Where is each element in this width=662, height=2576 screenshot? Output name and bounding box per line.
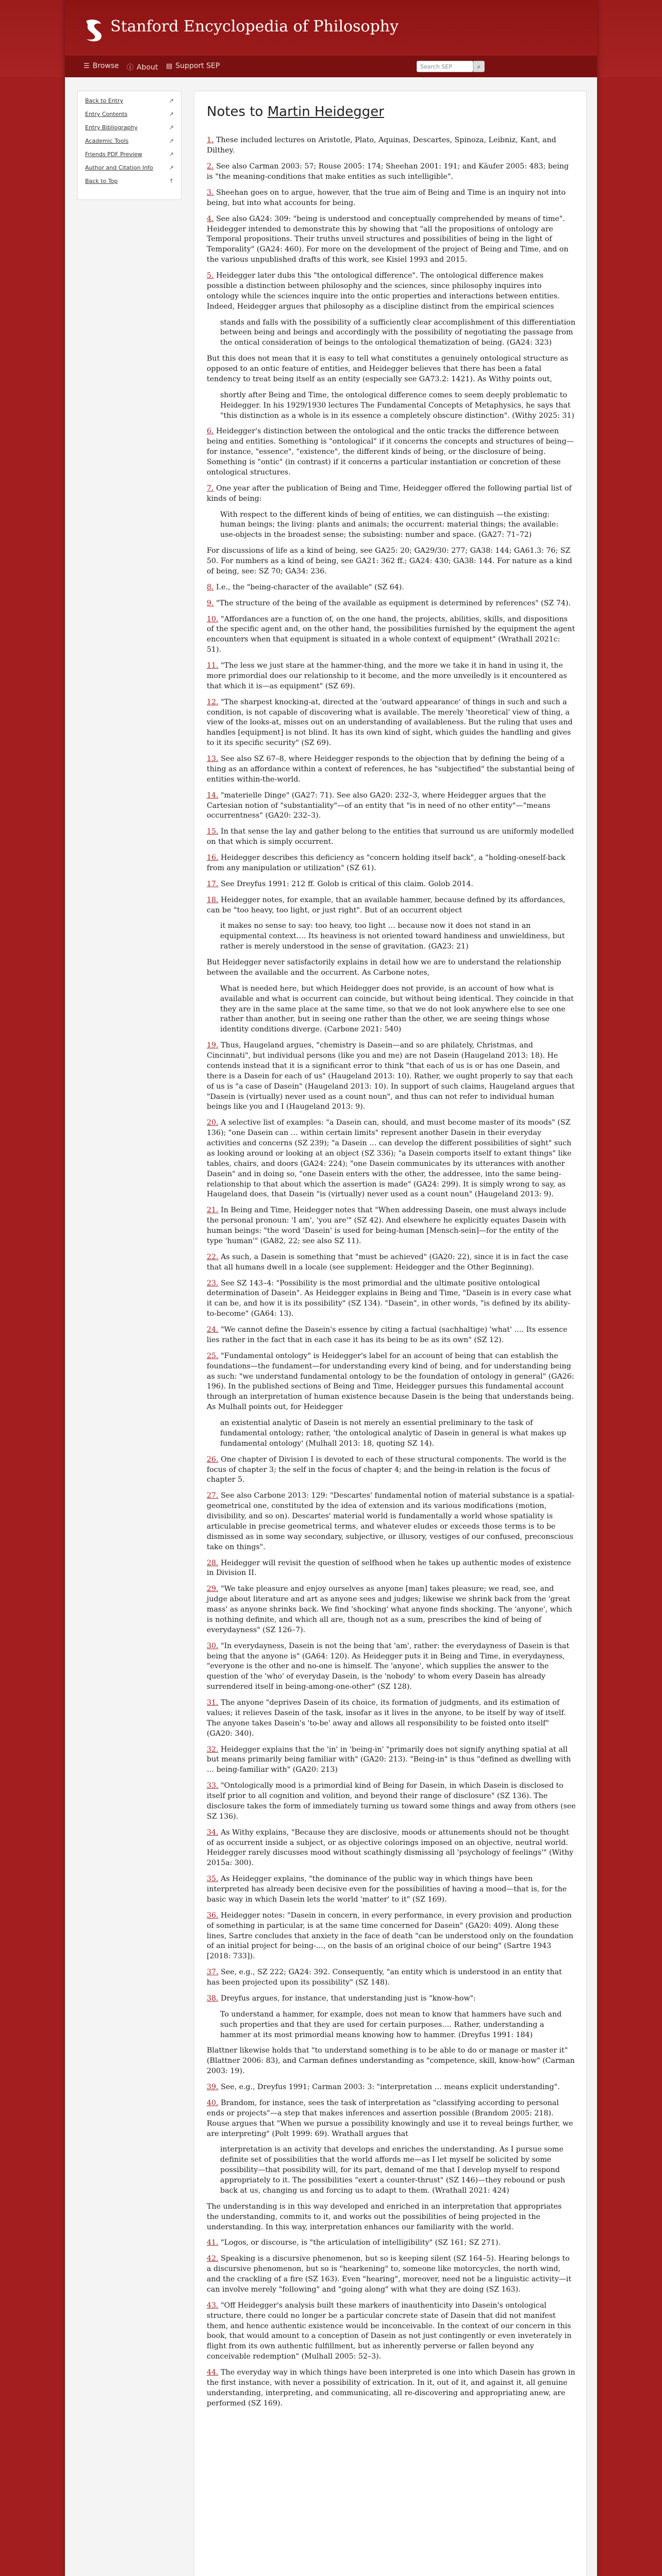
note-item	[207, 2301, 576, 2362]
note-text: See, e.g., Dreyfus 1991; Carman 2003: 3: "interpretation … means explicit understanding".	[221, 2083, 560, 2092]
entry-navigation-sidebar	[77, 91, 181, 200]
note-number-link[interactable]: 5.	[207, 272, 214, 280]
note-number-link[interactable]: 38.	[207, 1994, 219, 2003]
page-title-prefix: Notes to	[207, 104, 263, 120]
sidebar-back-to-top[interactable]: Back to Top	[85, 178, 118, 184]
note-text: "We take pleasure and enjoy ourselves as anyone [man] takes pleasure; we read, see, and judge about literature and art as anyone sees and judges; likewise we shrink back from the 'great mass' as anyone shrinks back. We find 'shocking' what anyone finds shocking. The 'anyone', which is nothing definite, and which all are, though not as a sum, prescribes the kind of being of everydayness" (SZ 126–7).	[207, 1585, 572, 1634]
note-number-link[interactable]: 13.	[207, 755, 219, 764]
note-item	[207, 1584, 576, 1635]
note-number-link[interactable]: 30.	[207, 1641, 219, 1650]
note-number-link[interactable]: 20.	[207, 1118, 219, 1127]
notes-article	[207, 103, 576, 2415]
sidebar-academic-tools[interactable]: Academic Tools	[85, 138, 129, 144]
external-link-icon: ↗	[169, 151, 174, 158]
note-text: Heidegger notes, for example, that an available hammer, because defined by its affordances, can be "too heavy, too light, or just right". But of an occurrent object	[207, 895, 566, 914]
note-text: In Being and Time, Heidegger notes that "When addressing Dasein, one must always include the personal pronoun: 'I am', 'you are'" (SZ 42). And elsewhere he explicitly equates Dasein with human beings: "the word 'Dasein' is used for being-human [Mensch-sein]—for the entity of the type 'human'" (GA82, 22; see also SZ 11).	[207, 1206, 567, 1245]
note-blockquote: it makes no sense to say: too heavy, too light … because now it does not stand in an equipmental context…. Its heaviness is not oriented toward handiness and unwieldiness, but rather is merely understood in the sense of gravitation. (GA23: 21)	[220, 922, 565, 951]
note-blockquote: interpretation is an activity that develops and enriches the understanding. As I pursue some definite set of possibilities that the world affords me—as I let myself be solicited by some possibility—that possibility will, for its part, demand of me that I develop myself to respond appropriately to it. The possibilities "exert a counter-thrust" (SZ 146)—they rebound or push back at us, changing us and forcing us to adapt to them. (Wrathall 2021: 424)	[220, 2145, 566, 2195]
note-item	[207, 1279, 576, 1320]
note-number-link[interactable]: 4.	[207, 214, 214, 223]
note-text: Dreyfus argues, for instance, that understanding just is "know-how":	[221, 1994, 476, 2003]
note-text: These included lectures on Aristotle, Plato, Aquinas, Descartes, Spinoza, Leibniz, Kant, and Dilthey.	[207, 136, 556, 155]
nav-support[interactable]	[166, 62, 220, 70]
note-text: Speaking is a discursive phenomenon, but so is keeping silent (SZ 164–5). Hearing belongs to a discursive phenomenon, but so is "hearkening" to, someone like motorcycles, the north wind, and the crackling of a fire (SZ 163). Even "hearing", moreover, need not be a linguistic activity—it can involve merely "following" and "going along" with what they are doing (SZ 163).	[207, 2255, 572, 2294]
note-item	[207, 1558, 576, 1579]
note-item	[207, 1641, 576, 1692]
note-item	[207, 1745, 576, 1776]
note-number-link[interactable]: 35.	[207, 1875, 219, 1884]
note-number-link[interactable]: 43.	[207, 2301, 219, 2310]
note-number-link[interactable]: 28.	[207, 1558, 219, 1567]
note-item	[207, 1206, 576, 1247]
note-text: One year after the publication of Being and Time, Heidegger offered the following partial list of kinds of being:	[207, 484, 572, 503]
note-text: The anyone "deprives Dasein of its choice, its formation of judgments, and its estimation of values; it relieves Dasein of the task, insofar as it lives in the anyone, to be itself by way of itself. The anyone takes Dasein's 'to-be' away and allows all responsibility to be foisted onto itself" (GA20: 340).	[207, 1699, 566, 1738]
sep-logo-icon[interactable]	[84, 19, 105, 42]
note-item	[207, 135, 576, 156]
note-number-link[interactable]: 22.	[207, 1252, 219, 1261]
external-link-icon: ↗	[169, 138, 174, 144]
note-number-link[interactable]: 18.	[207, 895, 219, 904]
note-text: See Dreyfus 1991: 212 ff. Golob is critical of this claim. Golob 2014.	[221, 879, 473, 888]
sidebar-back-to-entry[interactable]: Back to Entry	[85, 97, 124, 104]
note-text: Brandom, for instance, sees the task of interpretation as "classifying according to personal ends or projects"—a step that makes inferences and assertion possible (Brandom 2005: 218). Rouse argues that "When we pursue a possibility knowingly and use it to reveal beings further, we are interpreting" (Polt 1999: 69). Wrathall argues that	[207, 2098, 573, 2138]
note-continuation: Blattner likewise holds that "to understand something is to be able to do or manage or master it" (Blattner 2006: 83), and Carman defines understanding as "competence, skill, know-how" (Carman 2003: 19).	[207, 2046, 575, 2076]
note-item	[207, 1994, 576, 2004]
note-item	[207, 427, 576, 478]
note-item	[207, 1041, 576, 1112]
note-item	[207, 1118, 576, 1200]
external-link-icon: ↗	[169, 124, 174, 131]
note-number-link[interactable]: 34.	[207, 1828, 219, 1837]
external-link-icon: ↗	[169, 97, 174, 104]
note-number-link[interactable]: 2.	[207, 162, 214, 171]
note-number-link[interactable]: 7.	[207, 484, 214, 493]
note-item	[207, 583, 576, 593]
note-text: Heidegger describes this deficiency as "concern holding itself back", a "holding-oneself-back from any manipulation or utilization" (SZ 61).	[207, 854, 566, 872]
site-title[interactable]: Stanford Encyclopedia of Philosophy	[110, 18, 399, 36]
sidebar-entry-bibliography[interactable]: Entry Bibliography	[85, 124, 138, 131]
list-icon: ☰	[84, 62, 90, 70]
note-item	[207, 1781, 576, 1822]
note-text: Heidegger explains that the 'in' in 'being-in' "primarily does not signify anything spatial at all but means primarily being familiar with" (GA20: 213). "Being-in" is thus "defined as dwelling with … being-familiar with" (GA20: 213)	[207, 1745, 571, 1774]
note-number-link[interactable]: 32.	[207, 1745, 219, 1754]
note-number-link[interactable]: 23.	[207, 1279, 219, 1287]
note-item	[207, 661, 576, 692]
note-blockquote: shortly after Being and Time, the ontological difference comes to seem deeply problematic to Heidegger. In his 1929/1930 lectures The Fundamental Concepts of Metaphysics, he says that "this distinction as a whole is in its essence a completely obscure distinction". (Withy 2025: 31)	[220, 391, 574, 420]
note-item	[207, 2368, 576, 2409]
note-item	[207, 1911, 576, 1962]
note-item	[207, 2238, 576, 2248]
search-input[interactable]: Search SEP	[417, 61, 473, 72]
note-number-link[interactable]: 14.	[207, 791, 219, 800]
note-continuation: For discussions of life as a kind of being, see GA25: 20; GA29/30: 277; GA38: 144; GA61.3: 76; SZ 50. For numbers as a kind of being, see GA21: 362 ff.; GA24: 430; GA38: 144. For nature as a kind of being, see: SZ 70; GA34: 236.	[207, 547, 572, 575]
note-text: "Logos, or discourse, is "the articulation of intelligibility" (SZ 161; SZ 271).	[221, 2239, 501, 2247]
note-text: See also SZ 67–8, where Heidegger responds to the objection that by defining the being of a thing as an affordance within a context of references, he has "subjectified" the substantial being of entities within-the-world.	[207, 755, 575, 784]
note-item	[207, 754, 576, 785]
note-text: Heidegger's distinction between the ontological and the ontic tracks the difference between being and entities. Something is "ontological" if it concerns the concepts and structures of being—for instance, "essence", "existence", the different kinds of being, or the disclosure of being. Something is "ontic" (in contrast) if it concerns a particular instantiation or concretion of these ontological structures.	[207, 427, 574, 477]
main-navbar	[65, 56, 597, 77]
note-number-link[interactable]: 15.	[207, 827, 219, 836]
external-link-icon: ↗	[169, 111, 174, 117]
note-text: One chapter of Division I is devoted to each of these structural components. The world is the focus of chapter 3; the self in the focus of chapter 4; and the being-in relation is the focus of chapter 5.	[207, 1455, 567, 1484]
note-text: I.e., the "being-character of the available" (SZ 64).	[216, 583, 404, 591]
nav-browse-label: Browse	[92, 62, 119, 70]
note-blockquote: What is needed here, but which Heidegger does not provide, is an account of how what is available and what is occurrent can coincide, but without being identical. They coincide in that they are in the same place at the same time, so that we do not look anywhere else to see one rather than another, but in seeing one rather than the other, we are seeing things whose identity conditions diverge. (Carbone 2021: 540)	[220, 984, 574, 1034]
note-number-link[interactable]: 3.	[207, 188, 214, 197]
note-text: Heidegger later dubs this "the ontological difference". The ontological difference makes possible a distinction between philosophy and the sciences, since philosophy inquires into ontology while the sciences inquire into the ontic properties and interactions between entities. Indeed, Heidegger argues that philosophy as a discipline distinct from the empirical sciences	[207, 272, 560, 311]
note-continuation: The understanding is in this way developed and enriched in an interpretation that appropriates the understanding, commits to it, and works out the possibilities of being projected in the understanding. In this way, interpretation enhances our familiarity with the world.	[207, 2202, 562, 2231]
note-text: The everyday way in which things have been interpreted is one into which Dasein has grown in the first instance, with never a possibility of extrication. In it, out of it, and against it, all genuine understanding, interpreting, and communicating, all re-discovering and appropriating anew, are performed (SZ 169).	[207, 2368, 575, 2408]
note-item	[207, 1698, 576, 1739]
note-number-link[interactable]: 25.	[207, 1351, 219, 1360]
note-continuation: But this does not mean that it is easy to tell what constitutes a genuinely ontological structure as opposed to an ontic feature of entities, and Heidegger believes that there has been a fatal tendency to treat being itself as an entity (especially see GA73.2: 1421). As Withy points out,	[207, 354, 569, 383]
note-text: See also GA24: 309: "being is understood and conceptually comprehended by means of time". Heidegger intended to demonstrate this by showing that "all the propositions of ontology are Temporal propositions. Their truths unveil structures and possibilities of being in the light of Temporality" (GA24: 460). For more on the development of the project of Being and Time, and on the various unpublished drafts of this work, see Kisiel 1993 and 2015.	[207, 214, 569, 264]
note-item	[207, 2254, 576, 2295]
note-text: See, e.g., SZ 222; GA24: 392. Consequently, "an entity which is understood in an entity that has been projected upon its possibility" (SZ 148).	[207, 1968, 562, 1987]
note-item	[207, 895, 576, 916]
note-number-link[interactable]: 10.	[207, 615, 219, 623]
note-item	[207, 1491, 576, 1552]
nav-about-label: About	[137, 63, 158, 72]
note-text: In that sense the lay and gather belong to the entities that surround us are uniformly modelled on that which is simply occurrent.	[207, 827, 574, 846]
note-item	[207, 214, 576, 265]
note-number-link[interactable]: 16.	[207, 854, 219, 862]
note-item	[207, 853, 576, 874]
note-number-link[interactable]: 27.	[207, 1492, 219, 1500]
book-icon: ▤	[166, 62, 173, 70]
note-item	[207, 1325, 576, 1346]
note-text: "The structure of the being of the available as equipment is determined by references" (SZ 74).	[216, 599, 571, 607]
note-number-link[interactable]: 37.	[207, 1968, 219, 1977]
note-text: Heidegger will revisit the question of selfhood when he takes up authentic modes of existence in Division II.	[207, 1558, 571, 1578]
search-button[interactable]	[473, 61, 485, 72]
note-blockquote: an existential analytic of Dasein is not merely an essential preliminary to the task of fundamental ontology; rather, 'the ontological analytic of Dasein in general is what makes up fundamental ontology' (Mulhall 2013: 18, quoting SZ 14).	[220, 1419, 567, 1448]
note-number-link[interactable]: 41.	[207, 2239, 219, 2247]
note-item	[207, 1874, 576, 1905]
note-item	[207, 271, 576, 312]
note-item	[207, 1351, 576, 1413]
page-frame	[65, 0, 597, 2576]
arrow-up-icon: ↑	[169, 178, 174, 184]
note-number-link[interactable]: 8.	[207, 583, 214, 591]
info-icon: ⓘ	[127, 64, 134, 72]
note-text: "Affordances are a function of, on the one hand, the projects, abilities, skills, and dispositions of the specific agent and, on the other hand, the possibilities furnished by the equipment the agent encounters when that equipment is situated in a whole context of equipment" (Wrathall 2021c: 51).	[207, 615, 575, 654]
note-number-link[interactable]: 36.	[207, 1911, 219, 1920]
note-text: Thus, Haugeland argues, "chemistry is Dasein—and so are philately, Christmas, and Cincinnati", but individual persons (like you and me) are not Dasein (Haugeland 2013: 18). He contends instead that it is a significant error to think "that each of us is or has one Dasein, and there is a Dasein for each of us" (Haugeland 2013: 10). Rather, we ought properly to say that each of us is "a case of Dasein" (Haugeland 2013: 10). In support of such claims, Haugeland argues that "Dasein is (virtually) never used as a count noun", and thus can not refer to individual human beings like you and I (Haugeland 2013: 9).	[207, 1041, 575, 1111]
note-item	[207, 698, 576, 749]
note-number-link[interactable]: 11.	[207, 662, 219, 670]
note-text: "Off Heidegger's analysis built these markers of inauthenticity into Dasein's ontological structure, there could no longer be a particular concrete state of Dasein that did not manifest them, and hence authentic existence would be inconceivable. In the context of our concern in this book, that would amount to a conception of Dasein as not just contingently or even inveterately in flight from its own authentic fulfillment, but as inherently perverse or fallen beyond any conceivable redemption" (Mulhall 2005: 52–3).	[207, 2301, 572, 2361]
note-text: Heidegger notes: "Dasein in concern, in every performance, in every provision and production of something in particular, is at the same time concerned for Dasein" (GA20: 409). Along these lines, Sartre concludes that anxiety in the face of death "can be understood only on the foundation of an initial project for being-…, on the basis of an original choice of our being" (Sartre 1943 [2018: 733]).	[207, 1911, 574, 1961]
site-header	[65, 0, 597, 77]
note-text: "The less we just stare at the hammer-thing, and the more we take it in hand in using it, the more primordial does our relationship to it become, and the more unveiledly is it encountered as that which it is—as equipment" (SZ 69).	[207, 662, 567, 690]
note-number-link[interactable]: 33.	[207, 1782, 219, 1790]
note-blockquote: With respect to the different kinds of being of entities, we can distinguish —the existing: human beings; the living: plants and animals; the occurrent: material things; the available: use-objects in the broadest sense; the subsisting: number and space. (GA27: 71–72)	[220, 510, 558, 539]
notes-list	[207, 135, 576, 2409]
note-item	[207, 599, 576, 609]
note-text: See SZ 143–4: "Possibility is the most primordial and the ultimate positive ontological determination of Dasein". As Heidegger explains in Being and Time, "Dasein is in every case what it can be, and how it is its possibility" (SZ 134). "Dasein", in other words, "is defined by its ability-to-become" (GA64: 13).	[207, 1279, 572, 1318]
note-number-link[interactable]: 9.	[207, 599, 214, 607]
note-text: As Heidegger explains, "the dominance of the public way in which things have been interpreted has already been decisive even for the possibilities of having a mood—that is, for the basic way in which Dasein lets the world 'matter' to it" (SZ 169).	[207, 1875, 567, 1904]
note-text: "The sharpest knocking-at, directed at the 'outward appearance' of things in such and such a condition, is not capable of discovering what is available. The merely 'theoretical' view of thing, a view of the looks-at, misses out on an understanding of availableness. But the ruling that uses and handles [equipment] is not blind. It has its own kind of sight, which guides the handling and gives to it its specific security" (SZ 69).	[207, 698, 573, 748]
page-title	[207, 103, 576, 121]
note-number-link[interactable]: 1.	[207, 136, 214, 145]
note-item	[207, 484, 576, 504]
note-item	[207, 2082, 576, 2093]
entry-title-link[interactable]: Martin Heidegger	[267, 104, 384, 120]
note-blockquote: stands and falls with the possibility of a sufficiently clear accomplishment of this differentiation between being and beings and accordingly with the possibility of negotiating the passage from the ontical consideration of beings to the ontological thematization of being. (GA24: 323)	[220, 318, 575, 347]
note-number-link[interactable]: 44.	[207, 2368, 219, 2377]
note-number-link[interactable]: 42.	[207, 2255, 219, 2263]
sidebar-author-citation-info[interactable]: Author and Citation Info	[85, 164, 153, 171]
note-item	[207, 615, 576, 656]
note-item	[207, 1252, 576, 1273]
note-item	[207, 827, 576, 848]
note-item	[207, 188, 576, 209]
note-text: "Ontologically mood is a primordial kind of Being for Dasein, in which Dasein is disclosed to itself prior to all cognition and volition, and beyond their range of disclosure" (SZ 136). The disclosure takes the form of immediately turning us toward some things and away from others (see SZ 136).	[207, 1782, 576, 1821]
nav-browse[interactable]	[84, 62, 119, 70]
note-item	[207, 2098, 576, 2140]
note-number-link[interactable]: 19.	[207, 1041, 219, 1050]
search-icon: ⌕	[477, 63, 481, 70]
note-text: As such, a Dasein is something that "must be achieved" (GA20: 22), since it is in fact the case that all humans dwell in a locale (see supplement: Heidegger and the Other Beginning).	[207, 1252, 569, 1272]
note-number-link[interactable]: 17.	[207, 879, 219, 888]
note-text: See also Carbone 2013: 129: "Descartes' fundamental notion of material substance is a spatial-geometrical one, constituted by the idea of extension and its various modifications (motion, divisibility, and so on). Descartes' material world is fundamentally a world whose spatiality is articulable in precise geometrical terms, and whatever eludes or exceeds those terms is to be dismissed as in some way secondary, subjective, or illusory, vestiges of our confused, preconscious take on things".	[207, 1492, 575, 1551]
sidebar-friends-pdf-preview[interactable]: Friends PDF Preview	[85, 151, 142, 158]
note-item	[207, 1968, 576, 1988]
external-link-icon: ↗	[169, 164, 174, 171]
note-item	[207, 162, 576, 182]
note-text: See also Carman 2003: 57; Rouse 2005: 174; Sheehan 2001: 191; and Käufer 2005: 483; being is "the meaning-conditions that make entities as such intelligible".	[207, 162, 569, 181]
note-number-link[interactable]: 40.	[207, 2098, 219, 2107]
note-number-link[interactable]: 12.	[207, 698, 219, 706]
note-item	[207, 879, 576, 890]
notes-main-content	[194, 91, 587, 2576]
note-item	[207, 791, 576, 822]
note-number-link[interactable]: 39.	[207, 2083, 219, 2092]
sidebar-entry-contents[interactable]: Entry Contents	[85, 111, 128, 117]
note-item	[207, 1455, 576, 1486]
note-continuation: But Heidegger never satisfactorily explains in detail how we are to understand the relationship between the available and the occurrent. As Carbone notes,	[207, 958, 561, 977]
note-item	[207, 1828, 576, 1869]
note-number-link[interactable]: 29.	[207, 1585, 219, 1594]
note-number-link[interactable]: 26.	[207, 1455, 219, 1464]
note-text: "Fundamental ontology" is Heidegger's label for an account of being that can establish the foundations—the fundament—for understanding every kind of being, and for understanding being as such: "we understand fundamental ontology to be the foundation of ontology in general" (GA26: 196). In the published sections of Being and Time, Heidegger pursues this fundamental account through an interpretation of human existence because Dasein is the being that understands being. As Mulhall points out, for Heidegger	[207, 1351, 574, 1412]
note-number-link[interactable]: 31.	[207, 1699, 219, 1707]
note-text: As Withy explains, "Because they are disclosive, moods or attunements should not be thought of as occurrent inside a subject, or as objective colorings imposed on an objective, neutral world. Heidegger rarely discusses mood without scathingly dismissing all 'psychology of feelings'" (Withy 2015a: 300).	[207, 1828, 574, 1868]
note-number-link[interactable]: 6.	[207, 427, 214, 436]
nav-about[interactable]	[127, 62, 158, 72]
note-text: A selective list of examples: "a Dasein can, should, and must become master of its moods" (SZ 136); "one Dasein can … within certain limits" represent another Dasein in their everyday activities and concerns (SZ 239); "a Dasein … can develop the different possibilities of sight" such as looking around or looking at an object (SZ 336); "a Dasein comports itself to extant things" like tables, chairs, and doors (GA24: 224); "one Dasein communicates by its utterances with another Dasein" and in doing so, "one Dasein enters with the other, the addressee, into the same being-relationship to that about which the assertion is made" (GA24: 299). It is simply wrong to say, as Haugeland does, that Dasein "is (virtually) never used as a count noun" (Haugeland 2013: 9).	[207, 1118, 572, 1199]
note-blockquote: To understand a hammer, for example, does not mean to know that hammers have such and such properties and that they are used for certain purposes…. Rather, understanding a hammer at its most primordial means knowing how to hammer. (Dreyfus 1991: 184)	[220, 2010, 562, 2039]
note-number-link[interactable]: 24.	[207, 1326, 219, 1334]
note-text: Sheehan goes on to argue, however, that the true aim of Being and Time is an inquiry not into being, but into what accounts for being.	[207, 188, 566, 207]
note-text: "We cannot define the Dasein's essence by citing a factual (sachhaltige) 'what' …. Its essence lies rather in the fact that in each case it has its being to be as its own" (SZ 12).	[207, 1326, 568, 1344]
note-text: "materielle Dinge" (GA27: 71). See also GA20: 232–3, where Heidegger argues that the Cartesian notion of "substantiality"—of an entity that "is in need of no other entity"—"means occurrentness" (GA20: 232–3).	[207, 791, 551, 820]
note-number-link[interactable]: 21.	[207, 1206, 219, 1215]
note-text: "In everydayness, Dasein is not the being that 'am', rather: the everydayness of Dasein is that being that the anyone is" (GA64: 120). As Heidegger puts it in Being and Time, in everydayness, "everyone is the other and no-one is himself. The 'anyone', which supplies the answer to the question of the 'who' of everyday Dasein, is the 'nobody' to whom every Dasein has already surrendered itself in being-among-one-other" (SZ 128).	[207, 1641, 570, 1691]
nav-support-label: Support SEP	[175, 62, 220, 70]
